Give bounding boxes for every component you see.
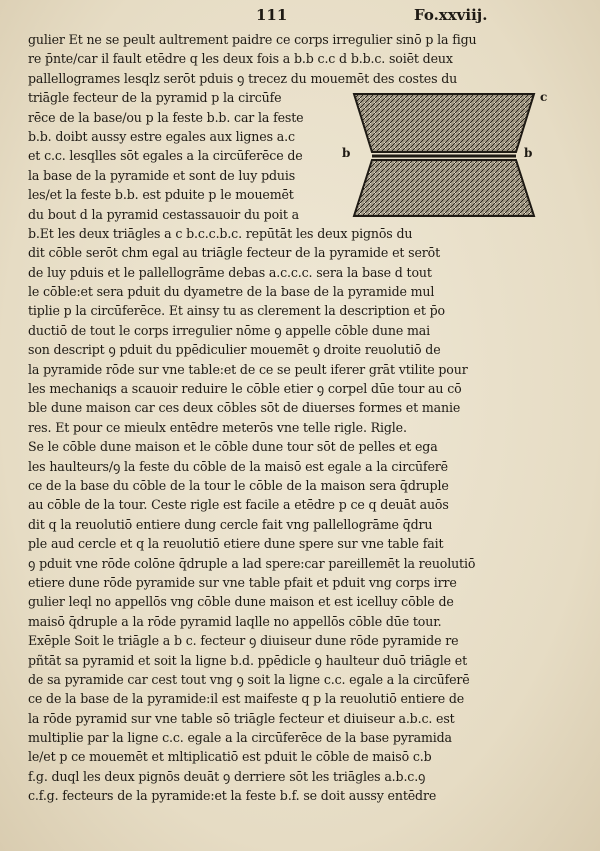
text-line: les mechaniqs a scauoir reduire le cōble etier ꝯ corpel dūe tour au cō	[28, 381, 462, 397]
text-line: ꝯ pduit vne rōde colōne q̄druple a lad spere:car pareillemēt la reuolutiō	[28, 555, 476, 571]
upper-trapezoid-face	[354, 94, 534, 152]
lower-trapezoid-face	[354, 160, 534, 216]
text-line: triāgle fecteur de la pyramid p la circūfe	[28, 90, 282, 106]
text-line: Exēple Soit le triāgle a b c. fecteur ꝯ diuiseur dune rōde pyramide re	[28, 633, 459, 649]
text-line: de sa pyramide car cest tout vng ꝯ soit la ligne c.c. egale a la circūferē	[28, 671, 470, 687]
folio-number: Fo.xxviij.	[414, 6, 488, 24]
text-line: et c.c. lesqlles sōt egales a la circūferēce de	[28, 148, 303, 164]
text-line: gulier Et ne se peult aultrement paidre ce corps irregulier sinō p la figu	[28, 32, 477, 47]
text-line: la rōde pyramid sur vne table sō triāgle fecteur et diuiseur a.b.c. est	[28, 710, 455, 726]
text-line: f.g. duql les deux pignōs deuāt ꝯ derriere sōt les triāgles a.b.c.ꝯ	[28, 768, 426, 784]
text-line: du bout d la pyramid cestassauoir du poit a	[28, 206, 300, 222]
figure-label-b-right: b	[524, 146, 533, 160]
roof-solid-diagram	[340, 88, 552, 226]
figure-label-c: c	[540, 90, 548, 104]
text-line: pñtāt sa pyramid et soit la ligne b.d. ppēdicle ꝯ haulteur duō triāgle et	[28, 652, 468, 668]
text-line: maisō q̄druple a la rōde pyramid laqlle no appellōs cōble dūe tour.	[28, 613, 442, 629]
text-line: c.f.g. fecteurs de la pyramide:et la feste b.f. se doit aussy entēdre	[28, 788, 437, 804]
page-header	[0, 6, 600, 30]
text-line: la base de la pyramide et sont de luy pduis	[28, 167, 296, 183]
woodcut-figure	[340, 88, 552, 226]
text-line: ce de la base du cōble de la tour le cōble de la maison sera q̄druple	[28, 477, 449, 493]
text-line: Se le cōble dune maison et le cōble dune tour sōt de pelles et ega	[28, 439, 438, 455]
text-line: rēce de la base/ou p la feste b.b. car la feste	[28, 109, 304, 125]
text-line: re p̄nte/car il fault etēdre q les deux fois a b.b c.c d b.b.c. soiēt deux	[28, 51, 453, 67]
text-line: son descript ꝯ pduit du ppēdiculier mouemēt ꝯ droite reuolutiō de	[28, 342, 441, 358]
text-line: etiere dune rōde pyramide sur vne table pfait et pduit vng corps irre	[28, 574, 457, 590]
text-line: la pyramide rōde sur vne table:et de ce se peult iferer grāt vtilite pour	[28, 361, 468, 377]
text-line: gulier leql no appellōs vng cōble dune maison et est icelluy cōble de	[28, 594, 454, 610]
text-line: res. Et pour ce mieulx entēdre meterōs vne telle rigle. Rigle.	[28, 419, 407, 435]
page-number: 111	[256, 6, 288, 24]
text-line: b.Et les deux triāgles a c b.c.c.b.c. repūtāt les deux pignōs du	[28, 225, 413, 241]
text-line: ductiō de tout le corps irregulier nōme ꝯ appelle cōble dune mai	[28, 322, 431, 338]
text-line: les/et la feste b.b. est pduite p le mouemēt	[28, 187, 294, 203]
text-line: ble dune maison car ces deux cōbles sōt de diuerses formes et manie	[28, 400, 461, 416]
text-line: le cōble:et sera pduit du dyametre de la base de la pyramide mul	[28, 284, 435, 300]
text-line: dit cōble serōt chm egal au triāgle fecteur de la pyramide et serōt	[28, 245, 440, 261]
text-line: ce de la base de la pyramide:il est maifeste q p la reuolutiō entiere de	[28, 691, 465, 707]
text-line: au cōble de la tour. Ceste rigle est facile a etēdre p ce q deuāt auōs	[28, 497, 449, 513]
text-line: tiplie p la circūferēce. Et ainsy tu as clerement la description et p̄o	[28, 303, 445, 319]
text-line: les haulteurs/ꝯ la feste du cōble de la maisō est egale a la circūferē	[28, 458, 448, 474]
text-line: le/et p ce mouemēt et mltiplicatiō est pduit le cōble de maisō c.b	[28, 749, 432, 765]
figure-label-b-left: b	[342, 146, 351, 160]
text-line: de luy pduis et le pallellogrāme debas a.c.c.c. sera la base d tout	[28, 264, 432, 280]
text-line: b.b. doibt aussy estre egales aux lignes a.c	[28, 128, 295, 144]
text-line: ple aud cercle et q la reuolutiō etiere dune spere sur vne table fait	[28, 536, 444, 552]
text-line: pallellogrames lesqlz serōt pduis ꝯ trecez du mouemēt des costes du	[28, 70, 458, 86]
text-line: multiplie par la ligne c.c. egale a la circūferēce de la base pyramida	[28, 730, 452, 746]
text-line: dit q la reuolutiō entiere dung cercle fait vng pallellogrāme q̄dru	[28, 516, 433, 532]
